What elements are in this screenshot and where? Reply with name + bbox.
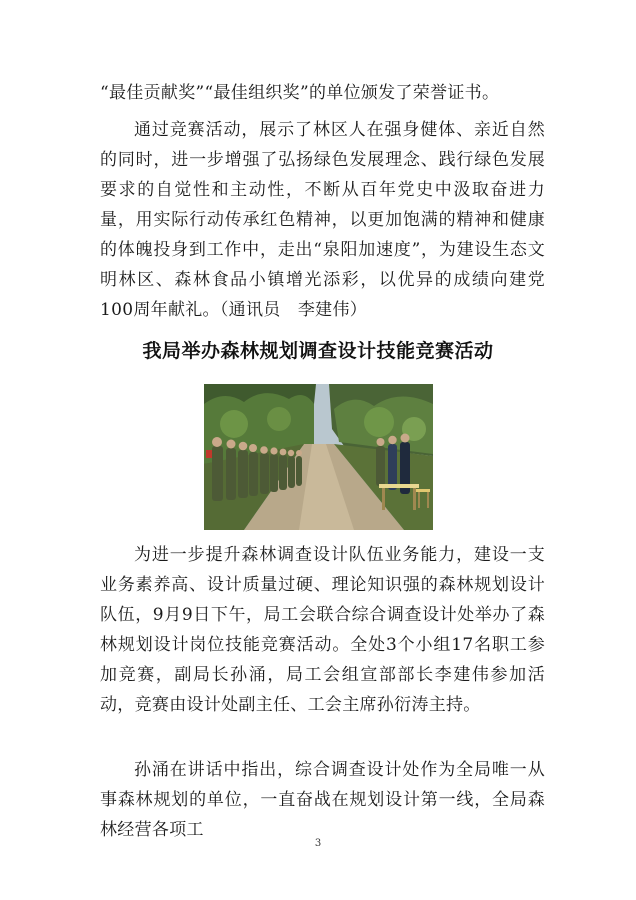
paragraph-speech-summary: 孙涌在讲话中指出，综合调查设计处作为全局唯一从事森林规划的单位，一直奋战在规划设计第一线，全局森林经营各项工 (100, 760, 545, 840)
paragraph-event-description: 为进一步提升森林调查设计队伍业务能力，建设一支业务素养高、设计质量过硬、理论知识强的森林规划设计队伍，9月9日下午，局工会联合综合调查设计处举办了森林规划设计岗位技能竞赛活动。全处3个小组17名职工参加竞赛，副局长孙涌，局工会组宣部部长李建伟参加活动，竞赛由设计处副主任、工会主席孙衍涛主持。 (100, 545, 545, 715)
paragraph-award-certificates: “最佳贡献奖”“最佳组织奖”的单位颁发了荣誉证书。 (100, 83, 500, 103)
paragraph-competition-summary: 通过竞赛活动，展示了林区人在强身健体、亲近自然的同时，进一步增强了弘扬绿色发展理念、践行绿色发展要求的自觉性和主动性，不断从百年党史中汲取奋进力量，用实际行动传承红色精神，以更加饱满的精神和健康的体魄投身到工作中，走出“泉阳加速度”，为建设生态文明林区、森林食品小镇增光添彩，以优异的成绩向建党100周年献礼。（通讯员 李建伟） (100, 120, 545, 320)
event-photo (204, 384, 433, 530)
event-photo-illustration (204, 384, 433, 530)
page-number: 3 (314, 838, 322, 849)
article-headline: 我局举办森林规划调查设计技能竞赛活动 (142, 340, 494, 362)
